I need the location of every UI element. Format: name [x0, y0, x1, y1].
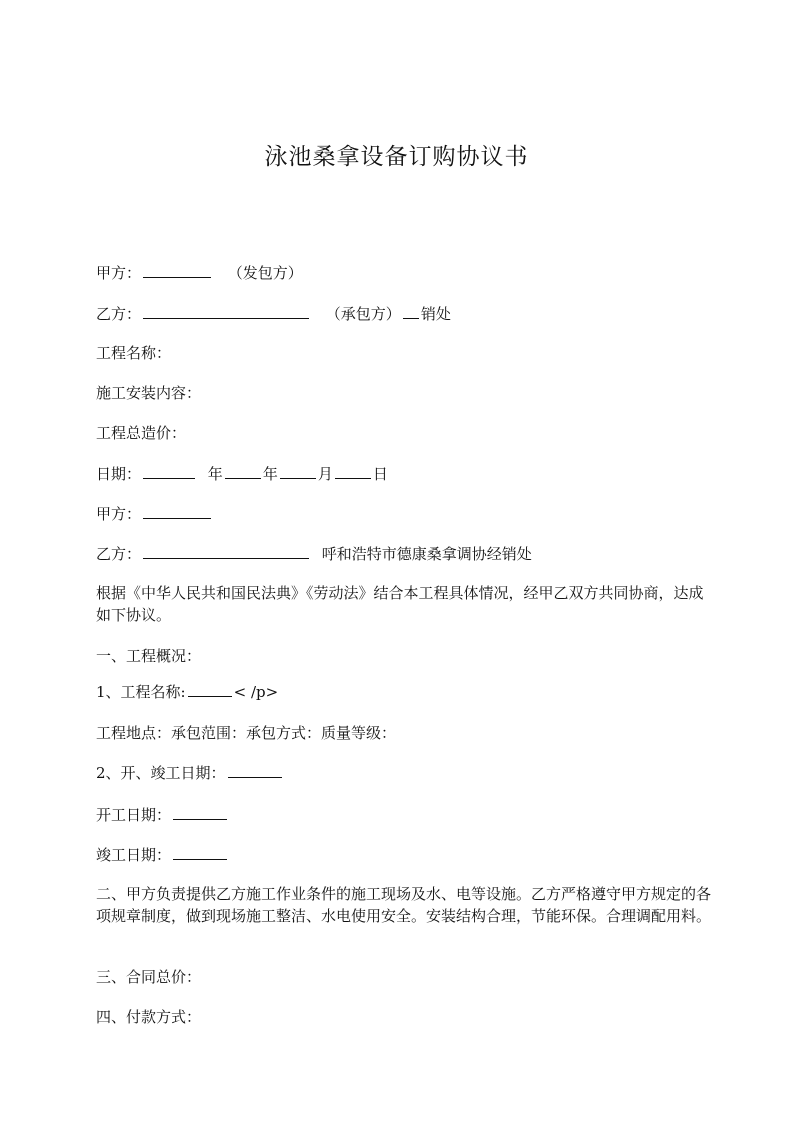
section-3-heading: 三、合同总价： [96, 968, 202, 986]
party-a-blank-2 [143, 502, 211, 519]
party-a-line [96, 261, 303, 284]
party-b-suffix: 销处 [420, 305, 451, 323]
section-2-paragraph: 二、甲方负责提供乙方施工作业条件的施工现场及水、电等设施。乙方严格遵守甲方规定的各项规章制度，做到现场施工整洁、水电使用安全。安装结构合理，节能环保。合理调配用料。 [96, 885, 712, 925]
end-date-label: 竣工日期： [96, 846, 172, 864]
item-2-line [96, 761, 284, 784]
date-year-2: 年 [262, 465, 278, 483]
party-a-role: （发包方） [227, 264, 303, 282]
item-2-blank [228, 761, 282, 778]
basis-paragraph: 根据《中华人民共和国民法典》《劳动法》结合本工程具体情况，经甲乙双方共同协商，达成如下协议。 [96, 584, 704, 624]
date-blank-4 [335, 462, 371, 479]
item-1-blank [188, 680, 232, 697]
date-line [96, 462, 388, 485]
party-b-label-2: 乙方： [96, 545, 142, 563]
start-date-label: 开工日期： [96, 806, 172, 824]
date-blank-3 [280, 462, 316, 479]
date-year-1: 年 [207, 465, 223, 483]
date-blank-1 [143, 462, 195, 479]
date-blank-2 [225, 462, 261, 479]
end-date-line [96, 843, 229, 866]
date-month: 月 [317, 465, 333, 483]
party-b-line-2 [96, 542, 532, 565]
party-b-name: 呼和浩特市德康桑拿调协经销处 [321, 545, 532, 563]
install-content-line: 施工安装内容： [96, 384, 202, 402]
party-a-blank [143, 261, 211, 278]
section-1-heading: 一、工程概况： [96, 647, 202, 665]
project-name-line: 工程名称： [96, 344, 172, 362]
item-1-label: 1、工程名称: [96, 683, 186, 701]
item-1-line [96, 680, 278, 703]
party-b-blank-2 [143, 542, 309, 559]
date-label: 日期： [96, 465, 142, 483]
party-a-line-2 [96, 502, 213, 525]
item-1-suffix: < /p> [233, 683, 279, 701]
start-date-line [96, 803, 229, 826]
total-cost-line: 工程总造价： [96, 424, 187, 442]
end-date-blank [173, 843, 227, 860]
location-line: 工程地点：承包范围：承包方式：质量等级： [96, 724, 397, 742]
party-a-label: 甲方： [96, 264, 142, 282]
party-b-role-blank [403, 302, 419, 319]
document-title: 泳池桑拿设备订购协议书 [264, 144, 529, 170]
party-a-label-2: 甲方： [96, 505, 142, 523]
date-day: 日 [372, 465, 388, 483]
party-b-blank [143, 302, 309, 319]
party-b-label: 乙方： [96, 305, 142, 323]
start-date-blank [173, 803, 227, 820]
item-2-label: 2、开、竣工日期： [96, 764, 226, 782]
party-b-line [96, 302, 451, 325]
party-b-role: （承包方） [325, 305, 401, 323]
section-4-heading: 四、付款方式： [96, 1008, 202, 1026]
